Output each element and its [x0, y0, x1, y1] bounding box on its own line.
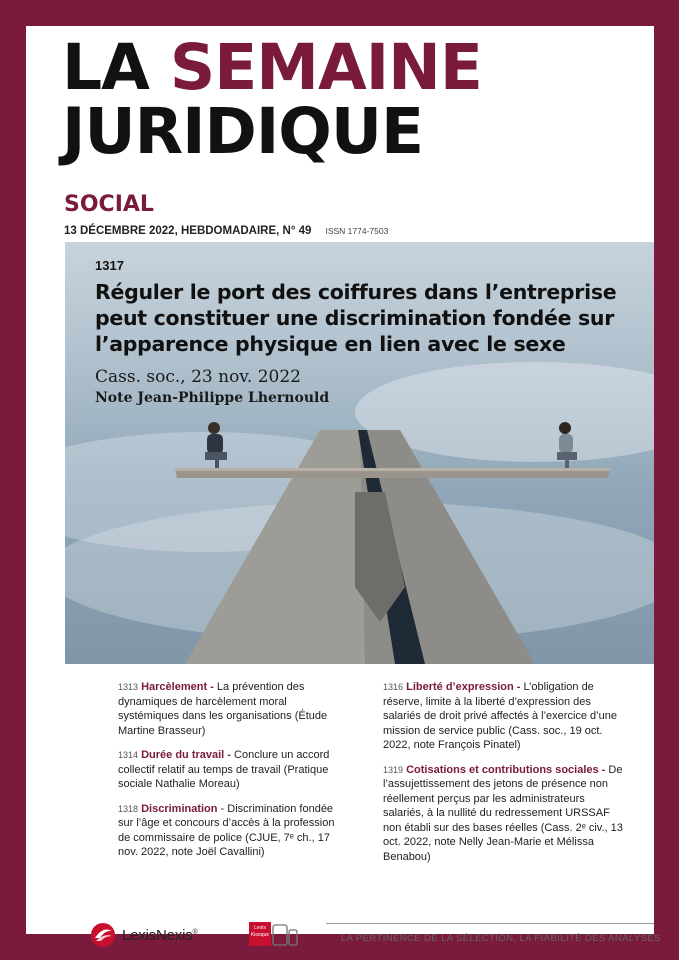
toc-item-text: La prévention des dynamiques de harcèlement moral systémiques dans les organisations (Étude Martine Brasseur): [118, 681, 328, 737]
kiosque-line-2: Kiosque: [250, 932, 270, 938]
toc-item-text: L’obligation de réserve, limite à la liberté d’expression des salariés de droit privé affectés à l’exercice d’une mission de service public (Cass. soc., 19 oct. 2022, note François Pinatel): [383, 681, 617, 751]
toc-item-number: 1314: [118, 750, 139, 760]
masthead-semaine: SEMAINE: [169, 31, 482, 104]
toc-item-number: 1316: [383, 682, 404, 692]
toc-item-text: Conclure un accord collectif relatif au temps de travail (Pratique sociale Nathalie Moreau): [118, 749, 330, 790]
toc-column-left: [118, 680, 344, 870]
footer-divider: [326, 923, 654, 924]
toc-item[interactable]: [118, 680, 344, 738]
toc-item-heading: Liberté d’expression -: [406, 681, 521, 693]
masthead-juridique: JURIDIQUE: [62, 95, 424, 168]
article-reference: Cass. soc., 23 nov. 2022: [95, 367, 301, 387]
brand-text: LexisNexis: [122, 926, 193, 944]
section-label: SOCIAL: [64, 192, 154, 217]
lexisnexis-logo-icon: [90, 922, 116, 948]
brand-mark: ®: [192, 928, 198, 936]
article-note-author: Note Jean-Philippe Lhernould: [95, 390, 330, 406]
toc-item-text: - Discrimination fondée sur l’âge et concours d’accès à la profession de commissaire de police (CJUE, 7ᵉ ch., 17 nov. 2022, note Joël Cavallini): [118, 802, 335, 858]
toc-item-heading: Cotisations et contributions sociales -: [406, 763, 606, 776]
masthead-la: LA: [62, 31, 149, 104]
toc-item-number: 1313: [118, 682, 139, 692]
masthead-line-1: [62, 31, 482, 104]
lexisnexis-logo: [90, 922, 198, 948]
toc-item-number: 1318: [118, 803, 139, 814]
article-title[interactable]: Réguler le port des coiffures dans l’entreprise peut constituer une discrimination fondée sur l’apparence physique en lien avec le sexe: [95, 280, 617, 356]
issn: ISSN 1774-7503: [325, 226, 389, 236]
cover-image: [65, 242, 654, 664]
tablet-phone-icon: [272, 924, 298, 946]
toc-item-text: De l’assujettissement des jetons de présence non réellement perçus par les administrateurs salariés, à la nullité du redressement URSSAF non établi sur des bases réelles (Cass. 2ᵉ civ., 13 oct. 2022, note Nelly Jean-Marie et Mélissa Benabou): [383, 763, 623, 863]
issue-date: 13 DÉCEMBRE 2022, HEBDOMADAIRE, N° 49: [64, 225, 312, 237]
toc-item[interactable]: [383, 680, 623, 753]
lexis-kiosque-badge: [249, 922, 271, 946]
toc-item[interactable]: [118, 802, 344, 860]
toc-item[interactable]: [383, 763, 623, 865]
dateline: [64, 225, 388, 237]
kiosque-line-1: Lexis: [254, 925, 266, 931]
toc-column-right: [383, 680, 623, 874]
masthead: [62, 31, 482, 168]
brand-name: [122, 927, 198, 944]
toc-item-heading: Discrimination: [141, 802, 218, 815]
toc-item-number: 1319: [383, 764, 404, 775]
toc-item[interactable]: [118, 748, 344, 792]
toc-item-heading: Durée du travail -: [141, 749, 231, 761]
toc-item-heading: Harcèlement -: [141, 681, 214, 693]
article-number: 1317: [95, 258, 124, 273]
cover-article: [95, 258, 645, 406]
tagline: LA PERTINENCE DE LA SÉLECTION, LA FIABILITÉ DES ANALYSES: [341, 933, 661, 944]
